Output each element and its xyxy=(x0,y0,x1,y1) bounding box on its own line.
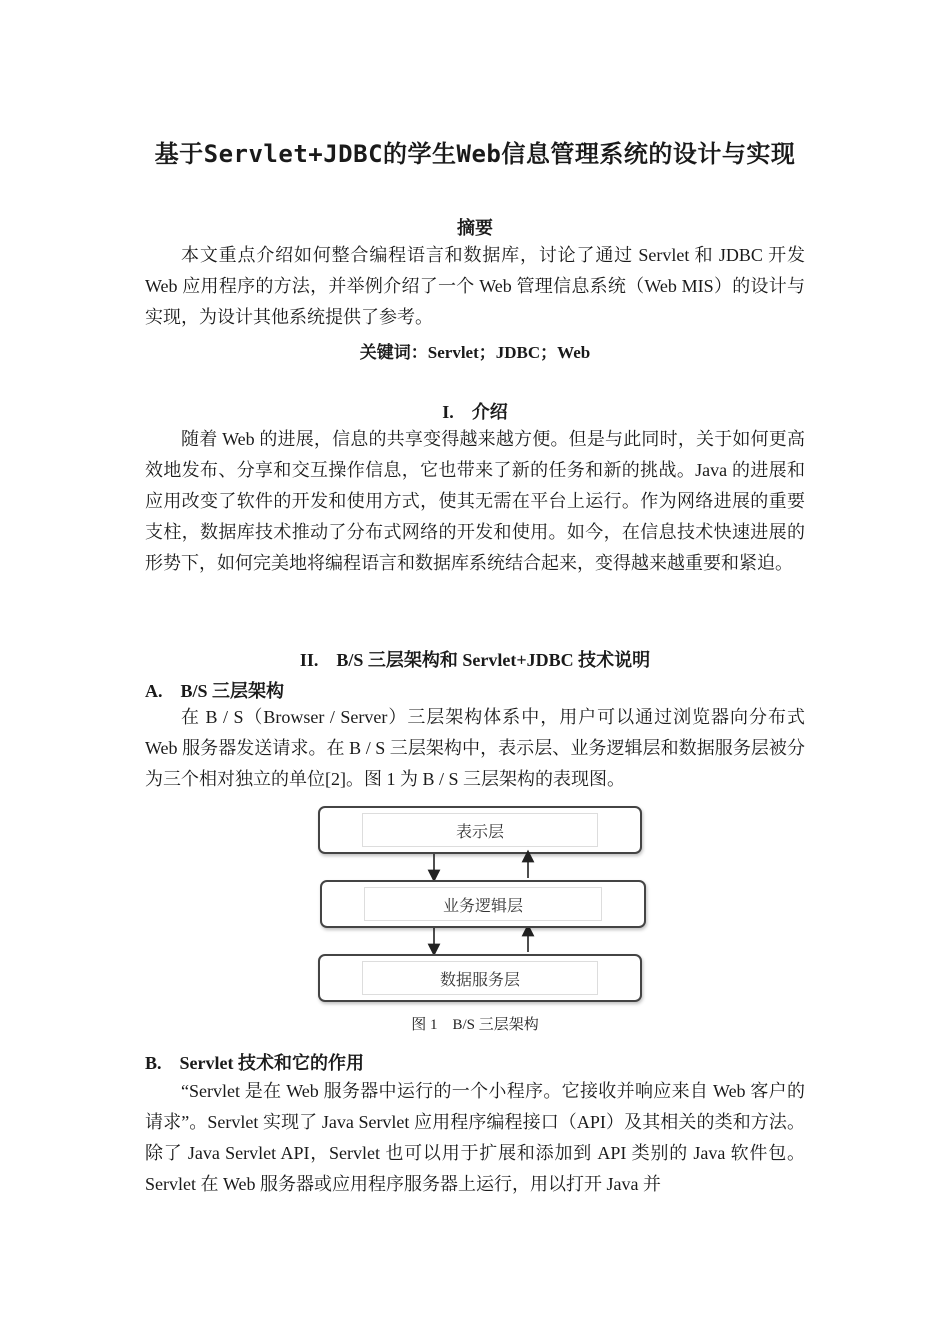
layer-presentation-label: 表示层 xyxy=(362,813,598,847)
section-1-heading: I. 介绍 xyxy=(442,402,508,422)
layer-data-service-label: 数据服务层 xyxy=(362,961,598,995)
bs-architecture-figure xyxy=(316,804,646,1004)
layer-business-logic xyxy=(320,880,646,928)
subsection-a-heading: A. B/S 三层架构 xyxy=(145,681,285,701)
section-1-text: 随着 Web 的进展，信息的共享变得越来越方便。但是与此同时，关于如何更高效地发布、分享和交互操作信息，它也带来了新的任务和新的挑战。Java 的进展和应用改变了软件的开发和使用方式，使其无需在平台上运行。作为网络进展的重要支柱，数据库技术推动了分布式网络的开发和使用。如今，在信息技术快速进展的形势下，如何完美地将编程语言和数据库系统结合起来，变得越来越重要和紧迫。 xyxy=(145,429,805,573)
abstract-heading: 摘要 xyxy=(457,218,493,238)
subsection-b-text: “Servlet 是在 Web 服务器中运行的一个小程序。它接收并响应来自 Web 客户的请求”。Servlet 实现了 Java Servlet 应用程序编程接口（API）及其相关的类和方法。除了 Java Servlet API，Servlet 也可以用于扩展和添加到 API 类别的 Java 软件包。Servlet 在 Web 服务器或应用程序服务器上运行，用以打开 Java 并 xyxy=(145,1081,805,1194)
paper-title: 基于Servlet+JDBC的学生Web信息管理系统的设计与实现 xyxy=(154,140,796,168)
abstract-text: 本文重点介绍如何整合编程语言和数据库，讨论了通过 Servlet 和 JDBC 开发 Web 应用程序的方法，并举例介绍了一个 Web 管理信息系统（Web MIS）的设计与实现，为设计其他系统提供了参考。 xyxy=(145,245,805,327)
layer-data-service xyxy=(318,954,642,1002)
figure-caption: 图 1 B/S 三层架构 xyxy=(411,1017,539,1033)
keywords-line: 关键词：Servlet；JDBC；Web xyxy=(359,343,591,362)
layer-business-logic-label: 业务逻辑层 xyxy=(364,887,602,921)
subsection-b-heading: B. Servlet 技术和它的作用 xyxy=(145,1053,364,1073)
subsection-a-text: 在 B / S（Browser / Server）三层架构体系中，用户可以通过浏览器向分布式 Web 服务器发送请求。在 B / S 三层架构中，表示层、业务逻辑层和数据服务层被分为三个相对独立的单位[2]。图 1 为 B / S 三层架构的表现图。 xyxy=(145,707,805,789)
section-2-heading: II. B/S 三层架构和 Servlet+JDBC 技术说明 xyxy=(299,650,651,670)
